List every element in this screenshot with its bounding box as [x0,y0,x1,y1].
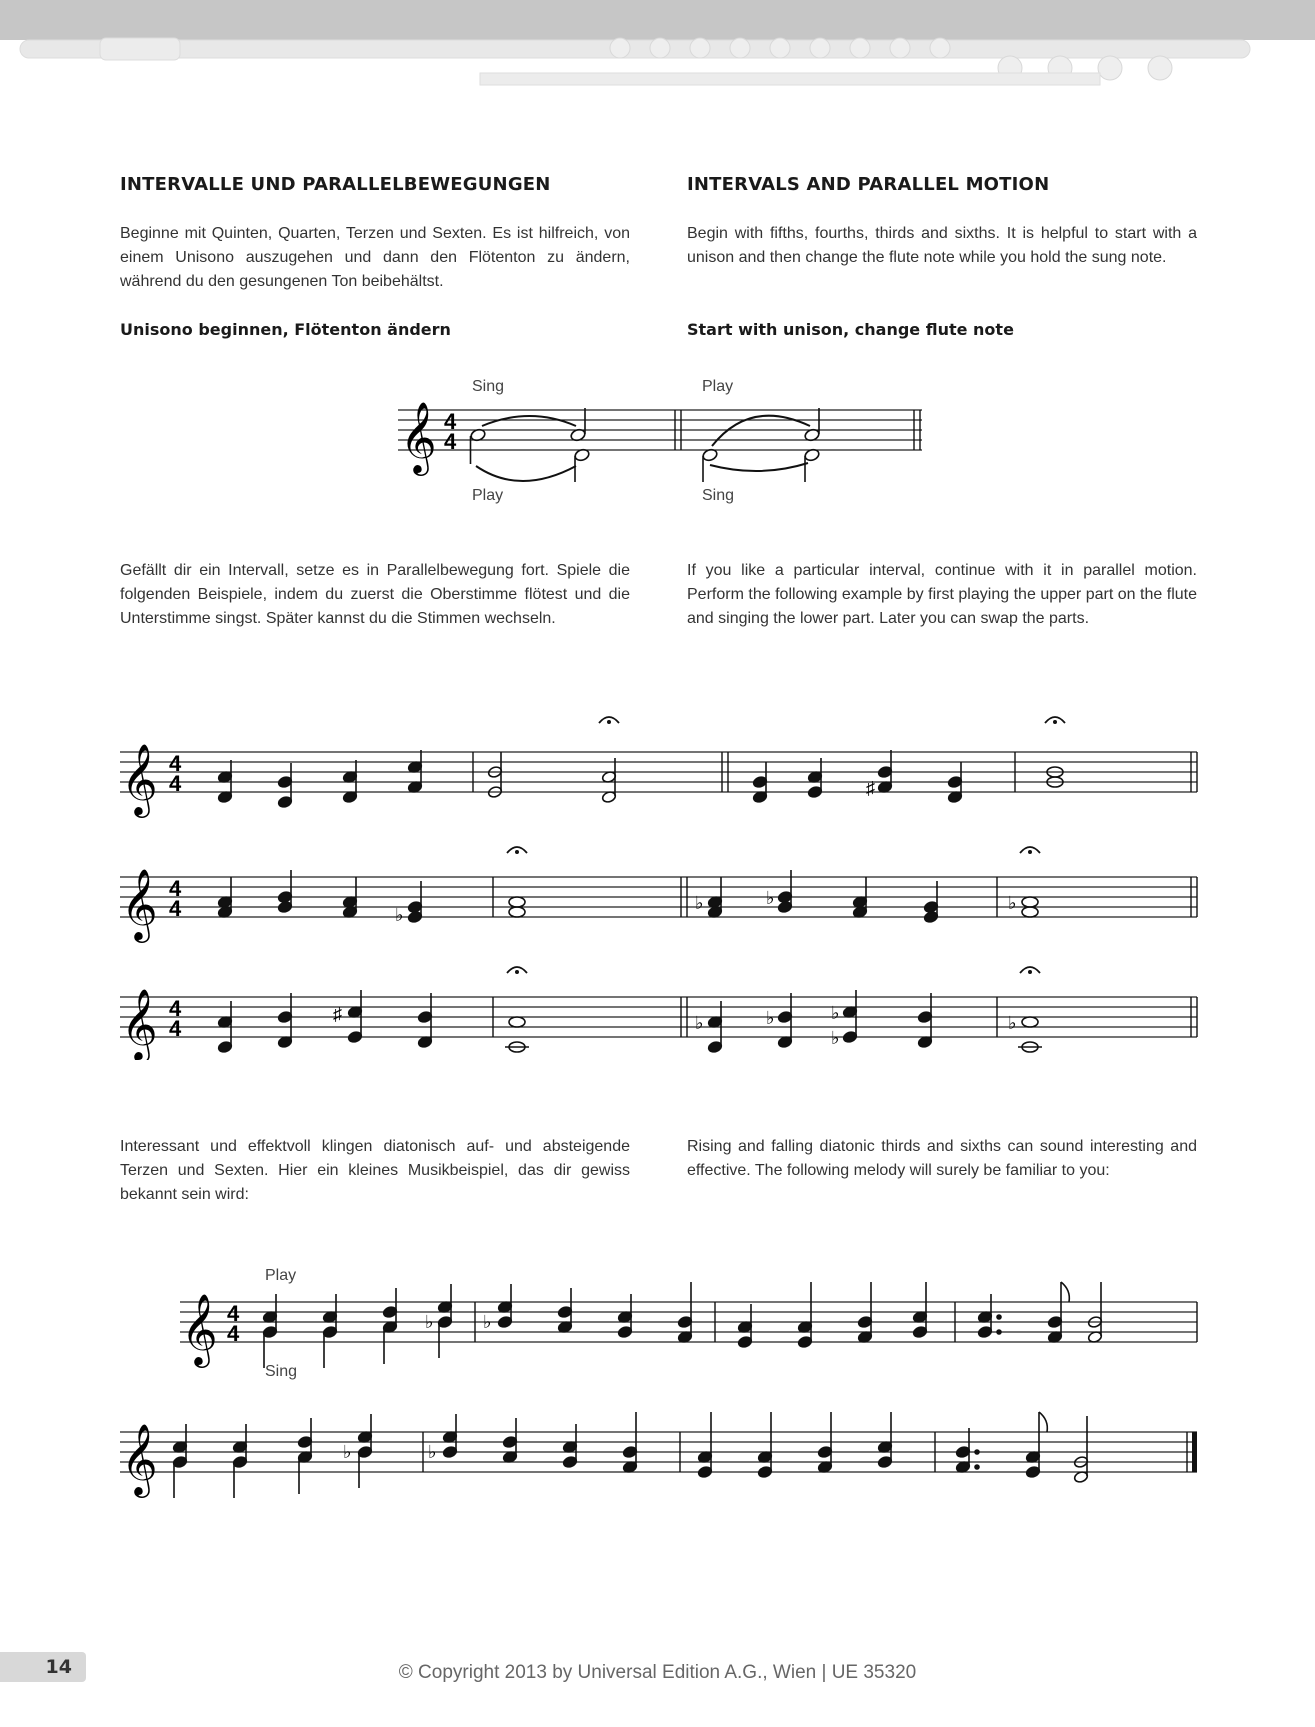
label-play: Play [265,1267,297,1284]
left-heading-block [120,174,630,195]
page-number: 14 [45,1656,72,1678]
flat-icon: ♭ [831,1028,840,1048]
flat-icon: ♭ [343,1442,352,1462]
left-heading: INTERVALLE UND PARALLELBEWEGUNGEN [120,174,551,195]
treble-clef-icon: 𝄞 [181,1295,218,1364]
flat-icon: ♭ [395,905,404,925]
svg-text:4: 4 [227,1301,240,1326]
left-parallel-block [120,559,630,631]
left-parallel-text: Gefällt dir ein Intervall, setze es in Parallelbewegung fort. Spiele die folgenden Beispiele, indem du zuerst die Oberstimme flötest und die Unterstimme singst. Später kannst du die Stimmen wechseln. [120,562,630,627]
right-parallel-text: If you like a particular interval, continue with it in parallel motion. Perform the following example by first playing the upper part on the flute and singing the lower part. Later you can swap the parts. [687,562,1197,627]
flat-icon: ♭ [483,1312,492,1332]
right-parallel-block [687,559,1197,631]
right-heading-block [687,174,1197,195]
right-subheading-block [687,320,1197,339]
right-subheading: Start with unison, change flute note [687,320,1014,339]
final-barline [1192,1432,1197,1472]
fermata-icon [1028,850,1032,854]
right-heading: INTERVALS AND PARALLEL MOTION [687,174,1050,195]
treble-clef-icon: 𝄞 [121,745,158,814]
example-1-score [390,370,930,510]
label-sing-top: Sing [472,378,505,395]
right-intro: Begin with fifths, fourths, thirds and sixths. It is helpful to start with a unison and then change the flute note while you hold the sung note. [687,225,1197,266]
left-diatonic-block [120,1135,630,1207]
sharp-icon: ♯ [333,1004,342,1024]
flat-icon: ♭ [766,888,775,908]
example-2-score [115,700,1205,1060]
fermata-icon [1028,970,1032,974]
flat-icon: ♭ [1008,1013,1017,1033]
svg-text:4: 4 [169,771,182,796]
label-play-bottom: Play [472,487,504,504]
staff-row-2 [120,847,1197,943]
flute-illustration [0,18,1315,98]
flat-icon: ♭ [428,1442,437,1462]
fermata-icon [607,720,611,724]
treble-clef-icon: 𝄞 [400,403,437,472]
flat-icon: ♭ [695,893,704,913]
label-play-top: Play [702,378,734,395]
staff-row-b [120,1412,1197,1498]
svg-text:4: 4 [169,996,182,1021]
treble-clef-icon: 𝄞 [121,870,158,939]
flat-icon: ♭ [695,1013,704,1033]
copyright: © Copyright 2013 by Universal Edition A.G., Wien | UE 35320 [398,1662,917,1683]
svg-text:4: 4 [169,1016,182,1041]
example-3-score [115,1260,1205,1500]
left-intro: Beginne mit Quinten, Quarten, Terzen und Sexten. Es ist hilfreich, von einem Unisono auszugehen und dann den Flötenton zu ändern, während du den gesungenen Ton beibehältst. [120,225,630,290]
fermata-icon [515,850,519,854]
svg-text:4: 4 [169,896,182,921]
svg-text:4: 4 [169,876,182,901]
right-diatonic-text: Rising and falling diatonic thirds and sixths can sound interesting and effective. The following melody will surely be familiar to you: [687,1138,1197,1179]
time-sig-top: 4 [444,409,457,434]
left-diatonic-text: Interessant und effektvoll klingen diatonisch auf- und absteigende Terzen und Sexten. Hier ein kleines Musikbeispiel, das dir gewiss bekannt sein wird: [120,1138,630,1203]
flat-icon: ♭ [1008,893,1017,913]
left-subheading: Unisono beginnen, Flötenton ändern [120,320,451,339]
flat-icon: ♭ [831,1003,840,1023]
fermata-icon [515,970,519,974]
svg-text:4: 4 [169,751,182,776]
treble-clef-icon: 𝄞 [121,990,158,1059]
treble-clef-icon: 𝄞 [121,1425,158,1494]
right-diatonic-block [687,1135,1197,1183]
fermata-icon [1053,720,1057,724]
staff-row-a [180,1282,1197,1368]
staff-row-1 [120,717,1197,818]
time-sig-bottom: 4 [444,429,457,454]
left-subheading-block [120,320,630,339]
flat-icon: ♭ [766,1008,775,1028]
label-sing: Sing [265,1363,298,1380]
label-sing-bottom: Sing [702,487,735,504]
svg-text:4: 4 [227,1321,240,1346]
left-intro-block [120,222,630,294]
right-intro-block [687,222,1197,270]
staff-row-3 [120,967,1197,1060]
sharp-icon: ♯ [866,778,875,798]
flat-icon: ♭ [425,1312,434,1332]
